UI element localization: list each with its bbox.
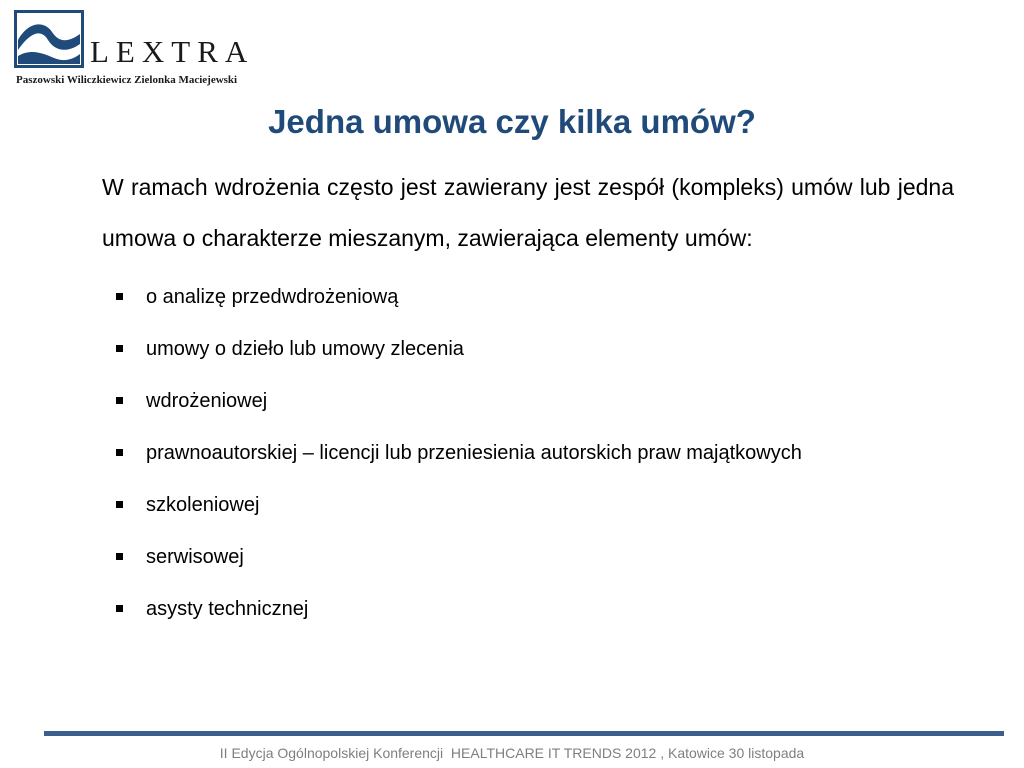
- list-item-text: o analizę przedwdrożeniową: [146, 286, 399, 308]
- square-bullet-icon: [116, 449, 123, 456]
- list-item-text: serwisowej: [146, 546, 244, 568]
- square-bullet-icon: [116, 397, 123, 404]
- lextra-wave-logo-icon: [14, 10, 84, 68]
- square-bullet-icon: [116, 501, 123, 508]
- logo-subtitle: Paszowski Wiliczkiewicz Zielonka Maciejewski: [16, 74, 238, 86]
- list-item: [102, 534, 954, 581]
- list-item-text: szkoleniowej: [146, 494, 260, 516]
- slide-body: [102, 162, 954, 638]
- footer-text: II Edycja Ogólnopolskiej Konferencji HEALTHCARE IT TRENDS 2012 , Katowice 30 listopada: [219, 745, 805, 761]
- bullet-list: [102, 274, 954, 633]
- list-item: [102, 430, 954, 477]
- list-item-text: asysty technicznej: [146, 598, 309, 620]
- list-item: [102, 586, 954, 633]
- slide-title: Jedna umowa czy kilka umów?: [268, 103, 756, 140]
- logo-wordmark: LEXTRA: [90, 34, 255, 69]
- list-item: [102, 482, 954, 529]
- list-item: [102, 378, 954, 425]
- square-bullet-icon: [116, 553, 123, 560]
- list-item-text: wdrożeniowej: [146, 390, 268, 412]
- footer-divider: [44, 731, 1004, 736]
- square-bullet-icon: [116, 605, 123, 612]
- list-item-text: umowy o dzieło lub umowy zlecenia: [146, 338, 464, 360]
- list-item-text: prawnoautorskiej – licencji lub przeniesienia autorskich praw majątkowych: [146, 442, 802, 464]
- lextra-logo: [14, 10, 264, 90]
- list-item: [102, 326, 954, 373]
- list-item: [102, 274, 954, 321]
- square-bullet-icon: [116, 293, 123, 300]
- square-bullet-icon: [116, 345, 123, 352]
- intro-paragraph: W ramach wdrożenia często jest zawierany jest zespół (kompleks) umów lub jedna umowa o charakterze mieszanym, zawierająca elementy umów:: [102, 174, 954, 251]
